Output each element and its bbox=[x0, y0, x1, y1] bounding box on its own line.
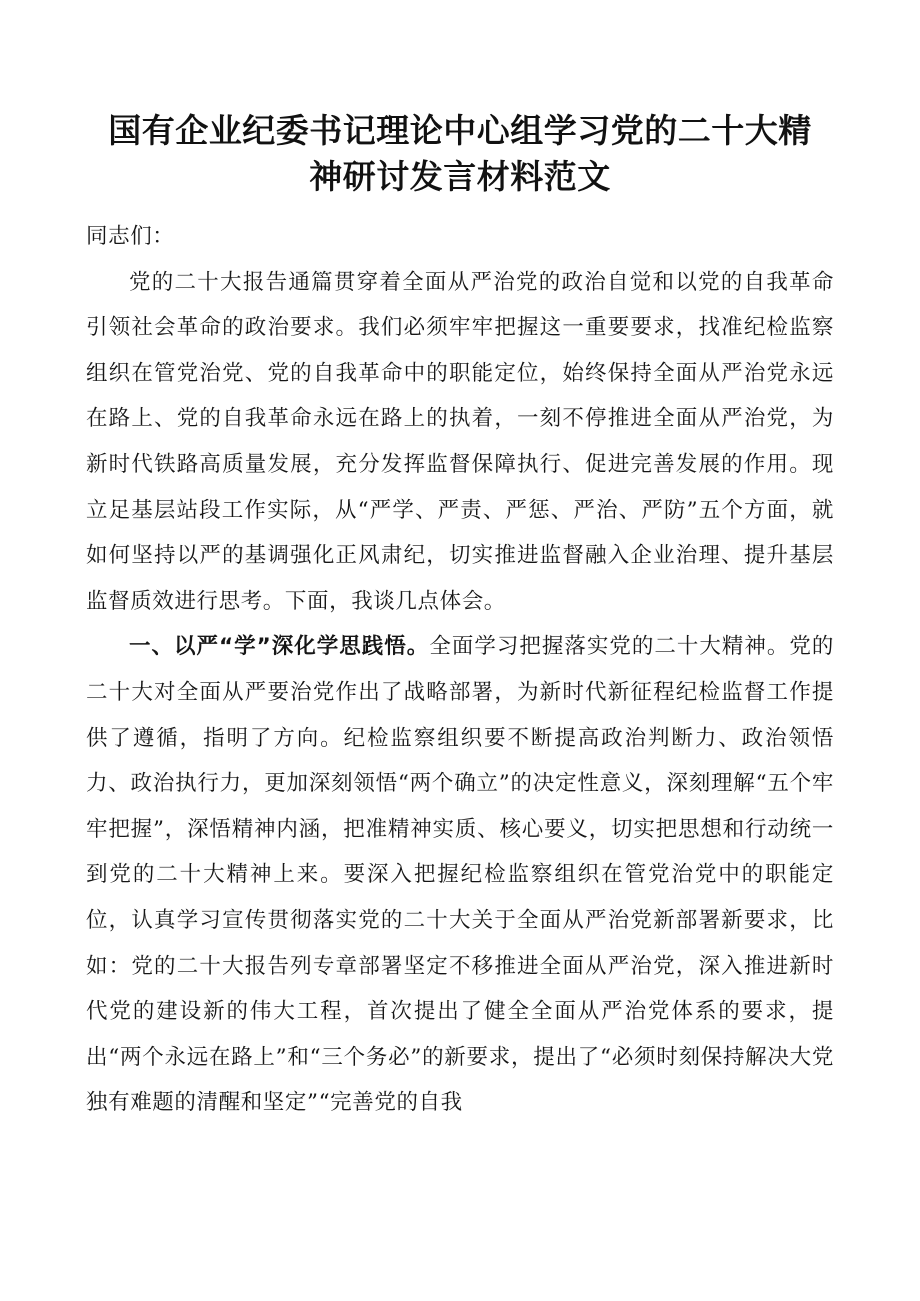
section-1-heading: 一、以严“学”深化学思践悟。 bbox=[129, 634, 430, 660]
section-1-body: 全面学习把握落实党的二十大精神。党的二十大对全面从严要治党作出了战略部署，为新时代新征程纪检监督工作提供了遵循，指明了方向。纪检监察组织要不断提高政治判断力、政治领悟力、政治执行力，更加深刻领悟“两个确立”的决定性意义，深刻理解“五个牢牢把握”，深悟精神内涵，把准精神实质、核心要义，切实把思想和行动统一到党的二十大精神上来。要深入把握纪检监察组织在管党治党中的职能定位，认真学习宣传贯彻落实党的二十大关于全面从严治党新部署新要求，比如：党的二十大报告列专章部署坚定不移推进全面从严治党，深入推进新时代党的建设新的伟大工程，首次提出了健全全面从严治党体系的要求，提出“两个永远在路上”和“三个务必”的新要求，提出了“必须时刻保持解决大党独有难题的清醒和坚定”“完善党的自我 bbox=[86, 634, 834, 1116]
document-body bbox=[86, 214, 834, 1126]
section-1-paragraph bbox=[86, 624, 834, 1126]
title-line-2: 神研讨发言材料范文 bbox=[309, 157, 611, 196]
title-line-1: 国有企业纪委书记理论中心组学习党的二十大精 bbox=[108, 111, 812, 150]
intro-paragraph: 党的二十大报告通篇贯穿着全面从严治党的政治自觉和以党的自我革命引领社会革命的政治要求。我们必须牢牢把握这一重要要求，找准纪检监察组织在管党治党、党的自我革命中的职能定位，始终保持全面从严治党永远在路上、党的自我革命永远在路上的执着，一刻不停推进全面从严治党，为新时代铁路高质量发展，充分发挥监督保障执行、促进完善发展的作用。现立足基层站段工作实际，从“严学、严责、严惩、严治、严防”五个方面，就如何坚持以严的基调强化正风肃纪，切实推进监督融入企业治理、提升基层监督质效进行思考。下面，我谈几点体会。 bbox=[86, 269, 834, 614]
document-title bbox=[86, 108, 834, 200]
salutation: 同志们： bbox=[86, 224, 175, 249]
